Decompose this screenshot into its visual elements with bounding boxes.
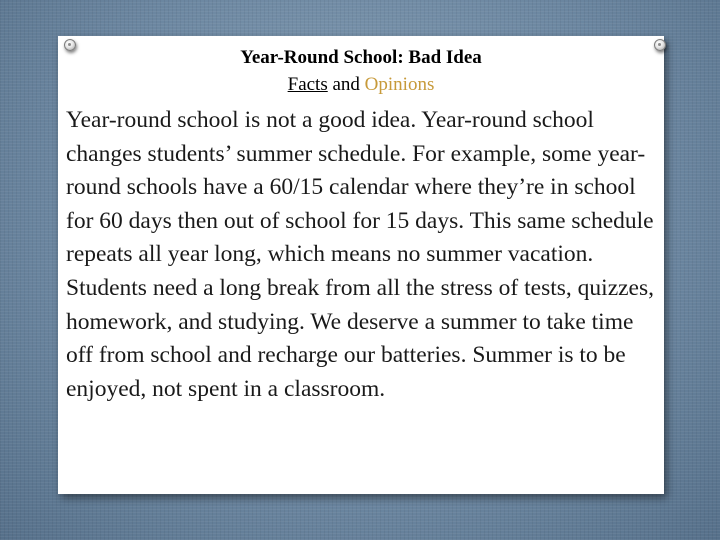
subtitle-opinions: Opinions (364, 74, 435, 95)
slide-title: Year-Round School: Bad Idea (240, 47, 482, 68)
subtitle-facts: Facts (287, 74, 328, 95)
slide-header (58, 44, 664, 98)
slide-subtitle (58, 71, 664, 98)
slide-body-text: Year-round school is not a good idea. Year-round school changes students’ summer schedule. For example, some year-round schools have a 60/15 calendar where they’re in school for 60 days then out of school for 15 days. This same schedule repeats all year long, which means no summer vacation. Students need a long break from all the stress of tests, quizzes, homework, and studying. We deserve a summer to take time off from school and recharge our batteries. Summer is to be enjoyed, not spent in a classroom. (66, 107, 655, 402)
subtitle-connector: and (327, 74, 365, 95)
